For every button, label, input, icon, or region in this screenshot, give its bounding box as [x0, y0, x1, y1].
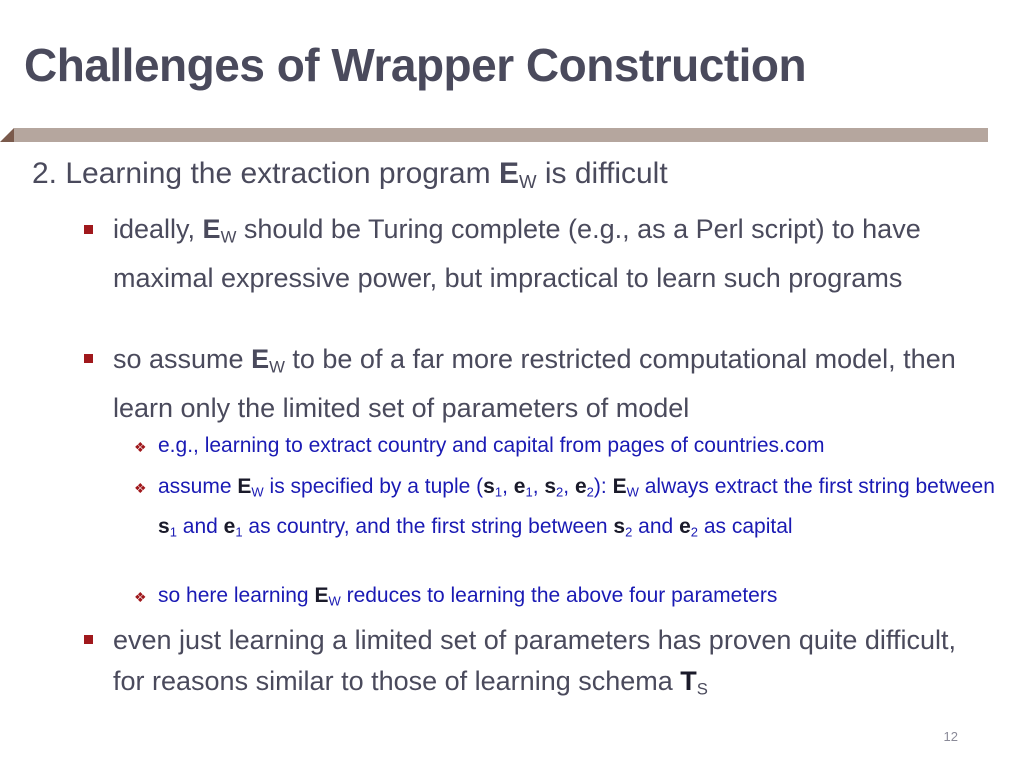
sub2-text-2: is specified by a tuple (: [263, 475, 484, 498]
b2-E: E: [251, 344, 270, 374]
sub3-suffix: reduces to learning the above four parameters: [340, 584, 778, 607]
subbullet-tuple: [158, 470, 998, 549]
sub2-text-8: as capital: [698, 514, 793, 538]
sub2-s2-b: s: [613, 514, 626, 538]
sub2-s1-b: s: [158, 514, 170, 538]
sub2-text-5: and: [176, 514, 224, 538]
diamond-bullet-icon: ❖: [134, 480, 147, 496]
b3-prefix: even just learning a limited set of parameters has proven quite difficult, for reasons similar to those of learning schema: [113, 625, 956, 696]
sub2-text-3: ):: [593, 475, 613, 498]
square-bullet-icon: [84, 635, 93, 644]
b3-S-subscript: S: [696, 679, 708, 699]
sub2-comma-2: ,: [532, 475, 545, 498]
sub2-W-subscript-2: W: [626, 484, 639, 500]
sub2-e1-b-subscript: 1: [235, 524, 243, 540]
sub2-e2-subscript: 2: [586, 484, 594, 500]
sub2-E: E: [237, 475, 252, 498]
sub2-comma-3: ,: [563, 475, 575, 498]
diamond-bullet-icon: ❖: [134, 589, 147, 605]
sub2-e2-b: e: [679, 514, 691, 538]
sub2-text-6: as country, and the first string between: [242, 514, 614, 538]
sub2-e1: e: [513, 475, 526, 498]
sub2-s2-subscript: 2: [556, 484, 564, 500]
sub2-e1-subscript: 1: [525, 484, 533, 500]
b2-W-subscript: W: [269, 357, 285, 377]
b1-E: E: [202, 214, 221, 244]
subbullet-reduces: [158, 579, 998, 619]
heading-W-subscript: W: [518, 171, 537, 193]
subbullet-example: e.g., learning to extract country and capital from pages of countries.com: [158, 434, 825, 457]
b2-prefix: so assume: [113, 344, 252, 374]
bullet-ideally: [113, 209, 993, 299]
heading-prefix: 2. Learning the extraction program: [32, 157, 499, 190]
square-bullet-icon: [84, 354, 93, 363]
sub2-s2: s: [544, 475, 557, 498]
b3-T: T: [680, 666, 697, 696]
b1-prefix: ideally,: [113, 214, 203, 244]
sub2-e2: e: [574, 475, 587, 498]
sub3-W-subscript: W: [328, 593, 341, 609]
bullet-even-just: [113, 620, 993, 710]
sub2-s2-b-subscript: 2: [625, 524, 633, 540]
diamond-bullet-icon: ❖: [134, 439, 147, 455]
sub2-e1-b: e: [223, 514, 236, 538]
heading-E: E: [498, 157, 519, 190]
sub2-s1-subscript: 1: [494, 484, 503, 500]
page-number: 12: [943, 729, 958, 744]
bullet-so-assume: [113, 339, 993, 429]
heading-line: [32, 157, 668, 193]
sub3-prefix: so here learning: [158, 584, 315, 607]
sub2-E-2: E: [612, 475, 627, 498]
sub3-E: E: [314, 584, 329, 607]
sub2-comma-1: ,: [502, 475, 514, 498]
sub2-text-7: and: [632, 514, 680, 538]
sub2-W-subscript: W: [251, 484, 264, 500]
b1-suffix: should be Turing complete (e.g., as a Perl script) to have maximal expressive power, but impractical to learn such programs: [113, 214, 921, 293]
sub2-text-4: always extract the first string between: [638, 475, 995, 498]
square-bullet-icon: [84, 225, 93, 234]
b2-suffix: to be of a far more restricted computational model, then learn only the limited set of parameters of model: [113, 344, 956, 423]
sub2-s1: s: [483, 475, 495, 498]
b1-W-subscript: W: [220, 227, 237, 247]
sub2-s1-b-subscript: 1: [169, 524, 177, 540]
heading-suffix: is difficult: [536, 157, 668, 190]
slide-title: Challenges of Wrapper Construction: [24, 39, 807, 91]
sub2-e2-b-subscript: 2: [690, 524, 698, 540]
sub2-text-1: assume: [158, 475, 238, 498]
